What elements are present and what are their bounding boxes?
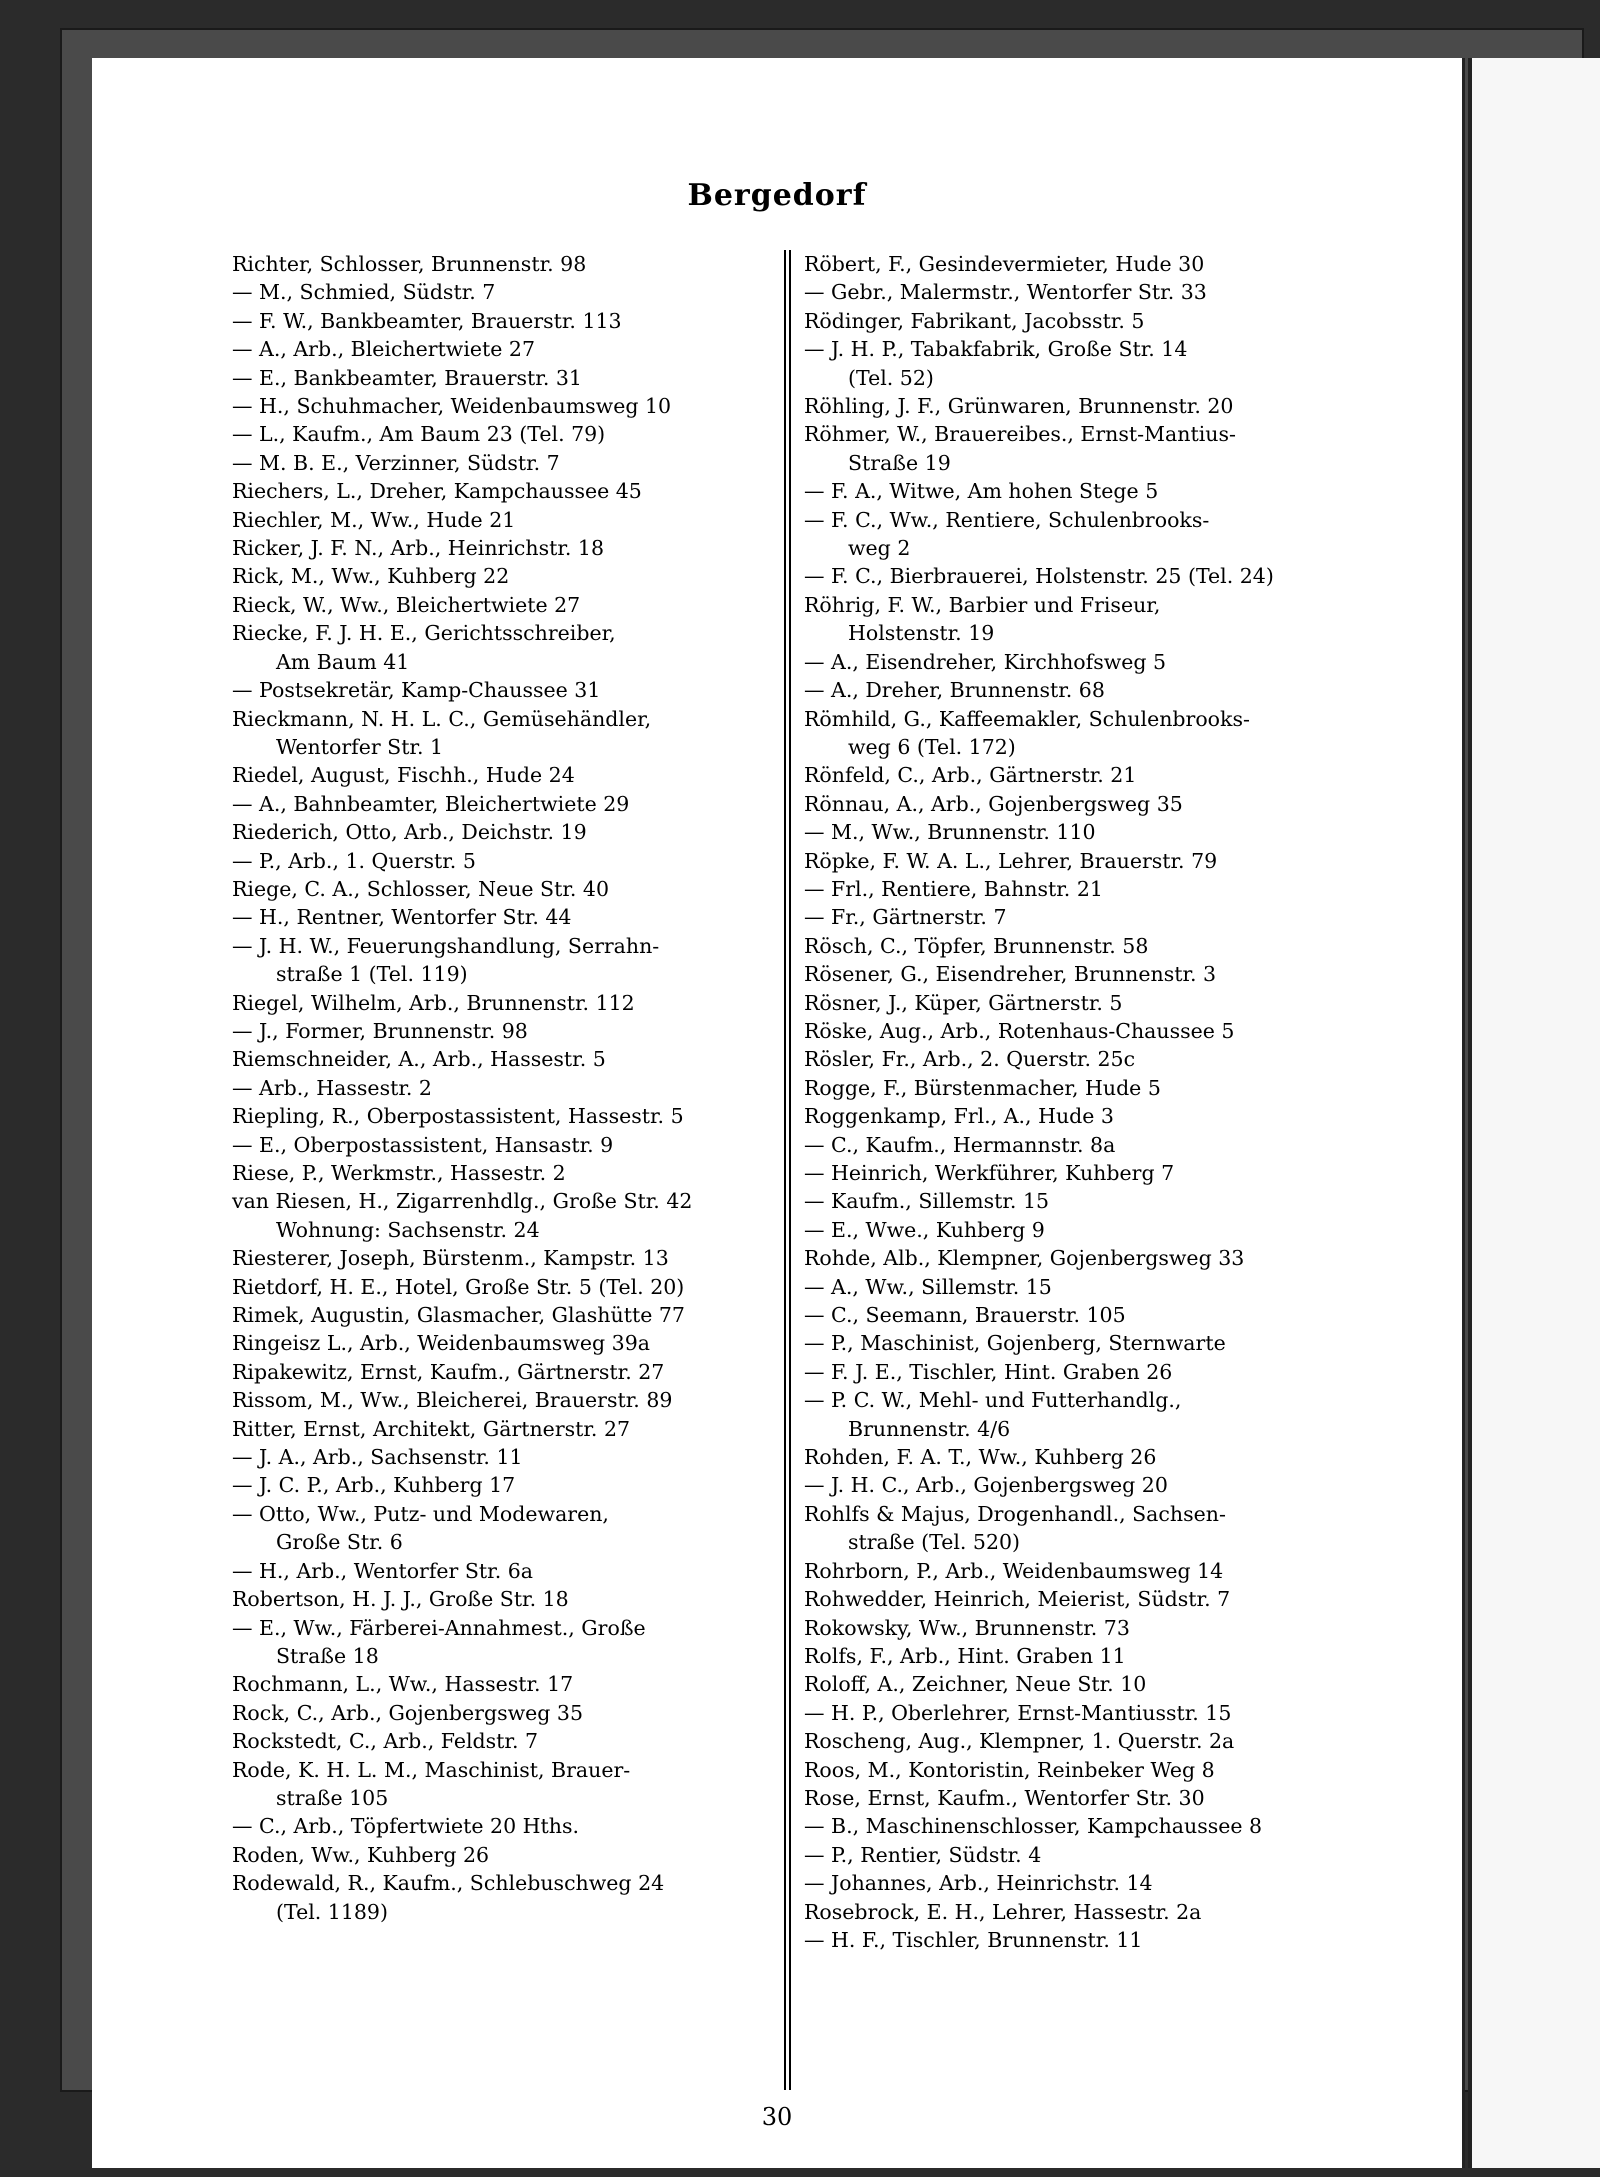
directory-entry: Rohwedder, Heinrich, Meierist, Südstr. 7 bbox=[804, 1587, 1231, 1612]
directory-entry: — A., Ww., Sillemstr. 15 bbox=[804, 1274, 1052, 1299]
directory-entry: — Otto, Ww., Putz- und Modewaren, bbox=[232, 1501, 609, 1526]
directory-entry: — Gebr., Malermstr., Wentorfer Str. 33 bbox=[804, 280, 1207, 305]
directory-entry: Riegel, Wilhelm, Arb., Brunnenstr. 112 bbox=[232, 990, 635, 1015]
column-divider bbox=[789, 250, 791, 2090]
directory-entry: — Fr., Gärtnerstr. 7 bbox=[804, 905, 1007, 930]
directory-entry-continuation: (Tel. 1189) bbox=[276, 1899, 388, 1924]
directory-entry: — F. A., Witwe, Am hohen Stege 5 bbox=[804, 479, 1159, 504]
directory-entry: Rohrborn, P., Arb., Weidenbaumsweg 14 bbox=[804, 1558, 1224, 1583]
directory-entry: Rönnau, A., Arb., Gojenbergsweg 35 bbox=[804, 791, 1183, 816]
directory-entry: — P., Arb., 1. Querstr. 5 bbox=[232, 848, 476, 873]
directory-entry: — Arb., Hassestr. 2 bbox=[232, 1075, 432, 1100]
directory-entry: Rösener, G., Eisendreher, Brunnenstr. 3 bbox=[804, 962, 1217, 987]
directory-entry: Rohden, F. A. T., Ww., Kuhberg 26 bbox=[804, 1445, 1157, 1470]
directory-entry: Röhmer, W., Brauereibes., Ernst-Mantius- bbox=[804, 422, 1236, 447]
directory-entry-continuation: Holstenstr. 19 bbox=[848, 621, 995, 646]
directory-entry: — J. A., Arb., Sachsenstr. 11 bbox=[232, 1445, 523, 1470]
directory-entry: van Riesen, H., Zigarrenhdlg., Große Str. 42 bbox=[232, 1189, 693, 1214]
directory-entry: Rokowsky, Ww., Brunnenstr. 73 bbox=[804, 1615, 1130, 1640]
directory-entry: Rissom, M., Ww., Bleicherei, Brauerstr. 89 bbox=[232, 1388, 673, 1413]
directory-entry: Rösner, J., Küper, Gärtnerstr. 5 bbox=[804, 990, 1123, 1015]
directory-entry: — J. H. P., Tabakfabrik, Große Str. 14 bbox=[804, 337, 1188, 362]
directory-entry: Rösler, Fr., Arb., 2. Querstr. 25c bbox=[804, 1047, 1136, 1072]
directory-entry: — F. C., Ww., Rentiere, Schulenbrooks- bbox=[804, 507, 1210, 532]
directory-entry-continuation: straße 1 (Tel. 119) bbox=[276, 962, 468, 987]
directory-entry: — E., Ww., Färberei-Annahmest., Große bbox=[232, 1615, 646, 1640]
directory-entry: Roscheng, Aug., Klempner, 1. Querstr. 2a bbox=[804, 1729, 1235, 1754]
directory-entry: Rock, C., Arb., Gojenbergsweg 35 bbox=[232, 1700, 584, 1725]
directory-entry: Richter, Schlosser, Brunnenstr. 98 bbox=[232, 252, 587, 276]
directory-entry: Roloff, A., Zeichner, Neue Str. 10 bbox=[804, 1672, 1147, 1697]
directory-entry: Röpke, F. W. A. L., Lehrer, Brauerstr. 79 bbox=[804, 848, 1218, 873]
directory-entry: — H., Schuhmacher, Weidenbaumsweg 10 bbox=[232, 394, 672, 419]
directory-entry: Rogge, F., Bürstenmacher, Hude 5 bbox=[804, 1075, 1161, 1100]
directory-entry: — C., Kaufm., Hermannstr. 8a bbox=[804, 1132, 1116, 1157]
directory-entry-continuation: weg 2 bbox=[848, 536, 911, 561]
directory-entry: Rohlfs & Majus, Drogenhandl., Sachsen- bbox=[804, 1501, 1226, 1526]
directory-entry: Ricker, J. F. N., Arb., Heinrichstr. 18 bbox=[232, 536, 605, 561]
directory-entry: — P., Rentier, Südstr. 4 bbox=[804, 1842, 1042, 1867]
directory-entry-continuation: Straße 19 bbox=[848, 450, 951, 475]
directory-entry: — P., Maschinist, Gojenberg, Sternwarte bbox=[804, 1331, 1226, 1356]
directory-entry: — M., Ww., Brunnenstr. 110 bbox=[804, 820, 1096, 845]
directory-entry: Riecke, F. J. H. E., Gerichtsschreiber, bbox=[232, 621, 616, 646]
directory-entry: — H., Arb., Wentorfer Str. 6a bbox=[232, 1558, 533, 1583]
directory-entry: Ringeisz L., Arb., Weidenbaumsweg 39a bbox=[232, 1331, 650, 1356]
directory-entry-continuation: Wohnung: Sachsenstr. 24 bbox=[276, 1217, 540, 1242]
directory-entry: — J., Former, Brunnenstr. 98 bbox=[232, 1018, 528, 1043]
directory-entry: Röhrig, F. W., Barbier und Friseur, bbox=[804, 592, 1161, 617]
directory-entry: Rodewald, R., Kaufm., Schlebuschweg 24 bbox=[232, 1871, 665, 1896]
directory-entry: Riederich, Otto, Arb., Deichstr. 19 bbox=[232, 820, 587, 845]
left-column bbox=[232, 250, 782, 1926]
directory-entry: — A., Dreher, Brunnenstr. 68 bbox=[804, 678, 1105, 703]
directory-entry: — M., Schmied, Südstr. 7 bbox=[232, 280, 496, 305]
directory-entry: — C., Arb., Töpfertwiete 20 Hths. bbox=[232, 1814, 579, 1839]
directory-entry: Rosebrock, E. H., Lehrer, Hassestr. 2a bbox=[804, 1899, 1202, 1924]
directory-entry-continuation: Am Baum 41 bbox=[276, 649, 410, 674]
directory-entry: — F. W., Bankbeamter, Brauerstr. 113 bbox=[232, 308, 622, 333]
directory-entry: Rietdorf, H. E., Hotel, Große Str. 5 (Tel. 20) bbox=[232, 1274, 685, 1299]
column-divider bbox=[784, 250, 786, 2090]
directory-entry: — A., Eisendreher, Kirchhofsweg 5 bbox=[804, 649, 1167, 674]
directory-entry: Riedel, August, Fischh., Hude 24 bbox=[232, 763, 575, 788]
directory-entry-continuation: Wentorfer Str. 1 bbox=[276, 734, 444, 759]
page-number: 30 bbox=[761, 2103, 793, 2131]
next-page-edge bbox=[1468, 58, 1600, 2168]
directory-entry: — F. C., Bierbrauerei, Holstenstr. 25 (Tel. 24) bbox=[804, 564, 1274, 589]
page-title: Bergedorf bbox=[687, 178, 867, 213]
directory-entry: — M. B. E., Verzinner, Südstr. 7 bbox=[232, 450, 560, 475]
directory-entry: Riesterer, Joseph, Bürstenm., Kampstr. 13 bbox=[232, 1246, 669, 1271]
directory-entry: Rochmann, L., Ww., Hassestr. 17 bbox=[232, 1672, 574, 1697]
directory-entry: Ripakewitz, Ernst, Kaufm., Gärtnerstr. 27 bbox=[232, 1359, 665, 1384]
directory-entry: Rolfs, F., Arb., Hint. Graben 11 bbox=[804, 1643, 1126, 1668]
directory-entry: — J. H. C., Arb., Gojenbergsweg 20 bbox=[804, 1473, 1168, 1498]
directory-entry: — H., Rentner, Wentorfer Str. 44 bbox=[232, 905, 572, 930]
directory-entry: — Heinrich, Werkführer, Kuhberg 7 bbox=[804, 1161, 1175, 1185]
directory-entry: Rose, Ernst, Kaufm., Wentorfer Str. 30 bbox=[804, 1785, 1205, 1810]
directory-entry: — J. H. W., Feuerungshandlung, Serrahn- bbox=[232, 933, 660, 958]
directory-entry: Rieck, W., Ww., Bleichertwiete 27 bbox=[232, 592, 581, 617]
directory-entry: Rockstedt, C., Arb., Feldstr. 7 bbox=[232, 1729, 539, 1754]
directory-entry: — A., Bahnbeamter, Bleichertwiete 29 bbox=[232, 791, 630, 816]
directory-entry: Roggenkamp, Frl., A., Hude 3 bbox=[804, 1104, 1114, 1129]
directory-entry: — E., Bankbeamter, Brauerstr. 31 bbox=[232, 365, 582, 390]
directory-entry: — B., Maschinenschlosser, Kampchaussee 8 bbox=[804, 1814, 1263, 1839]
directory-entry: Rohde, Alb., Klempner, Gojenbergsweg 33 bbox=[804, 1246, 1245, 1271]
directory-entry: — J. C. P., Arb., Kuhberg 17 bbox=[232, 1473, 516, 1498]
directory-entry: Rimek, Augustin, Glasmacher, Glashütte 77 bbox=[232, 1303, 685, 1328]
directory-entry-continuation: Brunnenstr. 4/6 bbox=[848, 1416, 1011, 1441]
directory-entry: Riese, P., Werkmstr., Hassestr. 2 bbox=[232, 1161, 566, 1185]
directory-entry: — E., Wwe., Kuhberg 9 bbox=[804, 1217, 1045, 1242]
directory-entry: Rödinger, Fabrikant, Jacobsstr. 5 bbox=[804, 308, 1145, 333]
directory-entry: Roos, M., Kontoristin, Reinbeker Weg 8 bbox=[804, 1757, 1215, 1782]
directory-entry: Robertson, H. J. J., Große Str. 18 bbox=[232, 1587, 569, 1612]
book-page bbox=[92, 58, 1465, 2168]
directory-entry: — Frl., Rentiere, Bahnstr. 21 bbox=[804, 876, 1103, 901]
directory-entry: Rönfeld, C., Arb., Gärtnerstr. 21 bbox=[804, 763, 1137, 788]
directory-entry: — E., Oberpostassistent, Hansastr. 9 bbox=[232, 1132, 614, 1157]
directory-entry: — Johannes, Arb., Heinrichstr. 14 bbox=[804, 1871, 1153, 1896]
directory-entry-continuation: straße 105 bbox=[276, 1785, 389, 1810]
directory-entry: Ritter, Ernst, Architekt, Gärtnerstr. 27 bbox=[232, 1416, 631, 1441]
directory-entry: Rode, K. H. L. M., Maschinist, Brauer- bbox=[232, 1757, 631, 1782]
directory-entry-continuation: (Tel. 52) bbox=[848, 365, 934, 390]
right-column bbox=[804, 250, 1354, 1954]
directory-entry: Roden, Ww., Kuhberg 26 bbox=[232, 1842, 490, 1867]
directory-entry: Riege, C. A., Schlosser, Neue Str. 40 bbox=[232, 876, 609, 901]
directory-entry: — H. P., Oberlehrer, Ernst-Mantiusstr. 15 bbox=[804, 1700, 1232, 1725]
directory-entry: Röhling, J. F., Grünwaren, Brunnenstr. 20 bbox=[804, 394, 1234, 419]
directory-entry: — L., Kaufm., Am Baum 23 (Tel. 79) bbox=[232, 422, 606, 447]
directory-entry: Riemschneider, A., Arb., Hassestr. 5 bbox=[232, 1047, 606, 1072]
directory-entry: Röske, Aug., Arb., Rotenhaus-Chaussee 5 bbox=[804, 1018, 1235, 1043]
directory-entry: Rieckmann, N. H. L. C., Gemüsehändler, bbox=[232, 706, 652, 731]
directory-entry: — Postsekretär, Kamp-Chaussee 31 bbox=[232, 678, 601, 703]
directory-entry: — Kaufm., Sillemstr. 15 bbox=[804, 1189, 1050, 1214]
directory-entry: Römhild, G., Kaffeemakler, Schulenbrooks- bbox=[804, 706, 1250, 731]
directory-entry-continuation: weg 6 (Tel. 172) bbox=[848, 734, 1016, 759]
directory-entry-continuation: straße (Tel. 520) bbox=[848, 1530, 1021, 1555]
directory-entry: Rösch, C., Töpfer, Brunnenstr. 58 bbox=[804, 933, 1149, 958]
directory-entry: Röbert, F., Gesindevermieter, Hude 30 bbox=[804, 252, 1205, 276]
directory-entry: — P. C. W., Mehl- und Futterhandlg., bbox=[804, 1388, 1182, 1413]
directory-entry: Riechers, L., Dreher, Kampchaussee 45 bbox=[232, 479, 642, 504]
directory-entry: — H. F., Tischler, Brunnenstr. 11 bbox=[804, 1927, 1143, 1952]
directory-entry: — A., Arb., Bleichertwiete 27 bbox=[232, 337, 536, 362]
directory-entry: Riechler, M., Ww., Hude 21 bbox=[232, 507, 516, 532]
directory-entry: Riepling, R., Oberpostassistent, Hassestr. 5 bbox=[232, 1104, 684, 1129]
directory-entry: Rick, M., Ww., Kuhberg 22 bbox=[232, 564, 510, 589]
directory-entry-continuation: Große Str. 6 bbox=[276, 1530, 403, 1555]
directory-entry-continuation: Straße 18 bbox=[276, 1643, 379, 1668]
directory-entry: — F. J. E., Tischler, Hint. Graben 26 bbox=[804, 1359, 1173, 1384]
directory-entry: — C., Seemann, Brauerstr. 105 bbox=[804, 1303, 1126, 1328]
